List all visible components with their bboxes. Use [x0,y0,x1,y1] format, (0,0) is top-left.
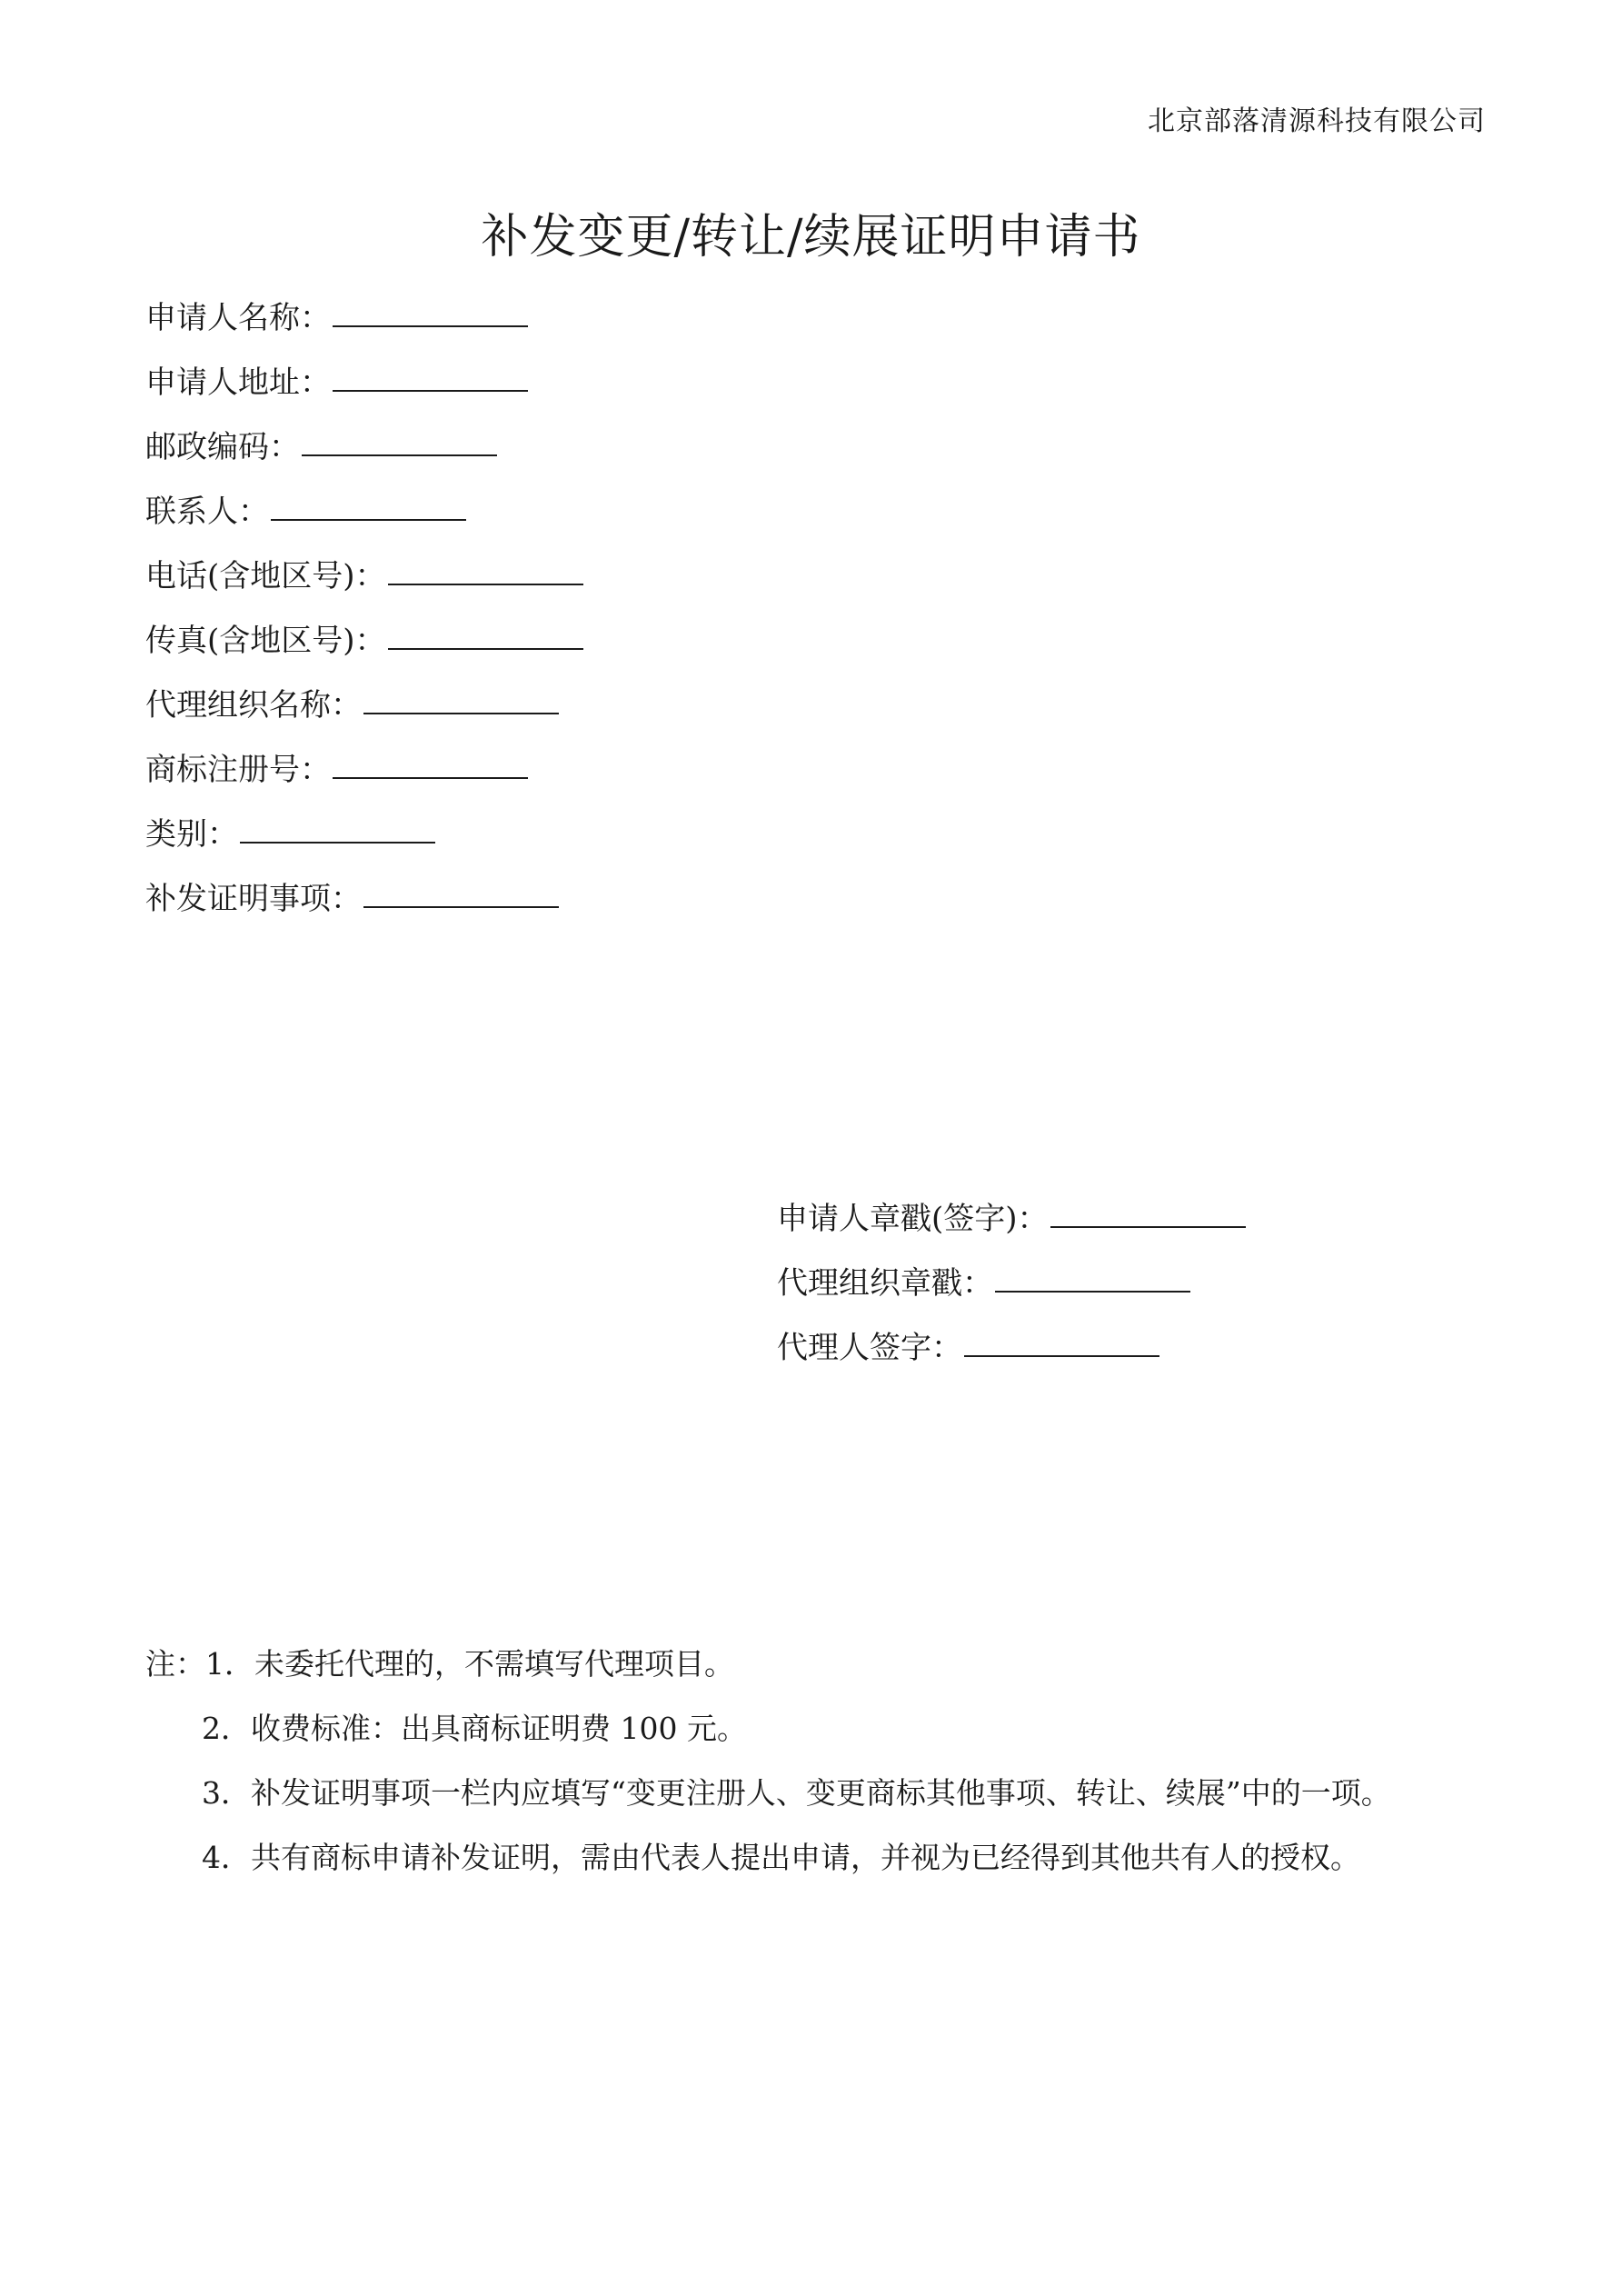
field-label: 传真(含地区号)： [145,623,386,659]
note-text: 4．共有商标申请补发证明，需由代表人提出申请，并视为已经得到其他共有人的授权。 [202,1840,1360,1875]
agency-seal-blank[interactable] [995,1258,1190,1293]
note-text: 1．未委托代理的，不需填写代理项目。 [205,1646,734,1682]
fax-blank[interactable] [388,615,583,650]
note-text: 3．补发证明事项一栏内应填写“变更注册人、变更商标其他事项、转让、续展”中的一项。 [202,1775,1391,1811]
applicant-name-blank[interactable] [333,293,528,327]
phone-blank[interactable] [388,551,583,585]
field-contact-person [145,486,583,551]
field-category [145,809,583,873]
note-text: 2．收费标准：出具商标证明费 100 元。 [202,1711,747,1746]
notes-prefix: 注： [145,1646,205,1682]
field-agent-signature [777,1323,1246,1387]
field-applicant-name [145,293,583,357]
field-applicant-seal [777,1193,1246,1258]
signature-label: 申请人章戳(签字)： [777,1201,1049,1237]
field-trademark-number [145,744,583,809]
note-item [145,1705,1391,1770]
field-label: 代理组织名称： [145,687,362,724]
field-fax [145,615,583,680]
note-item [145,1770,1391,1834]
agent-signature-blank[interactable] [964,1323,1159,1357]
trademark-number-blank[interactable] [333,744,528,779]
signature-label: 代理人签字： [777,1330,962,1366]
field-label: 联系人： [145,494,269,530]
field-label: 申请人地址： [145,364,331,401]
signature-block [777,1193,1246,1387]
field-applicant-address [145,357,583,422]
signature-label: 代理组织章戳： [777,1265,993,1302]
field-label: 类别： [145,816,238,853]
field-certificate-item [145,873,583,938]
company-name: 北京部落清源科技有限公司 [1148,105,1486,137]
applicant-seal-blank[interactable] [1050,1193,1246,1228]
document-title: 补发变更/转让/续展证明申请书 [481,210,1141,265]
note-item [145,1834,1391,1899]
field-label: 邮政编码： [145,429,300,465]
agency-name-blank[interactable] [363,680,559,714]
field-agency-name [145,680,583,744]
field-label: 商标注册号： [145,752,331,788]
field-postal-code [145,422,583,486]
applicant-fields [145,293,583,938]
field-phone [145,551,583,615]
category-blank[interactable] [240,809,435,844]
notes-section [145,1641,1391,1899]
certificate-item-blank[interactable] [363,873,559,908]
contact-person-blank[interactable] [271,486,466,521]
note-item [145,1641,1391,1705]
field-label: 申请人名称： [145,300,331,336]
field-label: 补发证明事项： [145,881,362,917]
field-label: 电话(含地区号)： [145,558,386,594]
postal-code-blank[interactable] [302,422,497,456]
field-agency-seal [777,1258,1246,1323]
applicant-address-blank[interactable] [333,357,528,392]
